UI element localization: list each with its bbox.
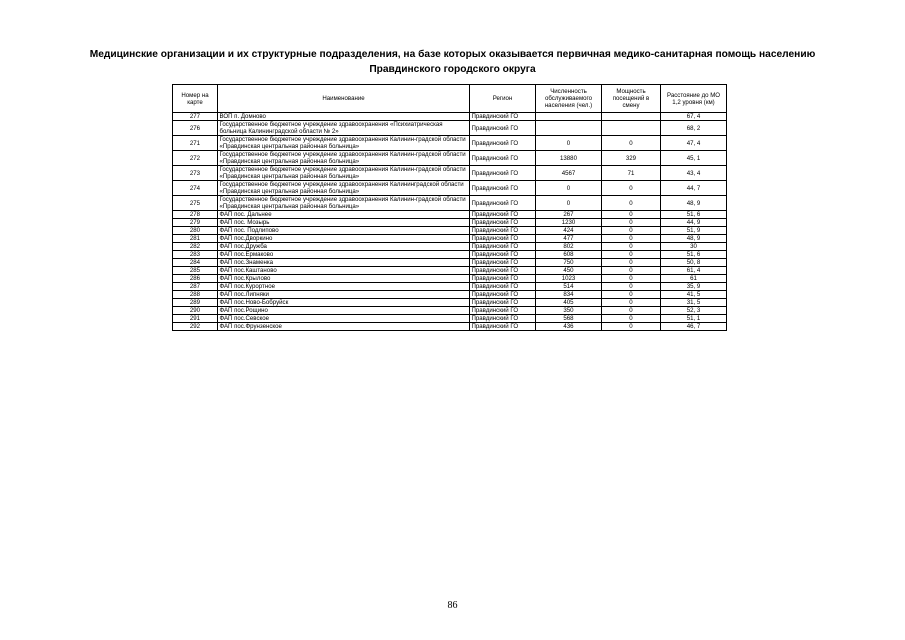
cell-map-number: 291 [173,315,218,323]
cell-distance: 48, 9 [661,196,727,211]
cell-region: Правдинский ГО [470,307,536,315]
cell-map-number: 287 [173,283,218,291]
table-body [173,113,727,331]
cell-name: Государственное бюджетное учреждение здравоохранения Калинин-градской области «Правдинская центральная районная больница» [218,151,470,166]
cell-capacity: 0 [602,243,661,251]
cell-map-number: 278 [173,211,218,219]
table-row [173,211,727,219]
cell-region: Правдинский ГО [470,267,536,275]
cell-map-number: 280 [173,227,218,235]
table-row [173,113,727,121]
table-row [173,283,727,291]
cell-distance: 44, 7 [661,181,727,196]
cell-name: ФАП пос.Севское [218,315,470,323]
organizations-table [172,84,727,331]
table-row [173,121,727,136]
cell-name: ФАП пос.Каштаново [218,267,470,275]
header-map-number: Номер на карте [173,85,218,113]
cell-region: Правдинский ГО [470,291,536,299]
cell-name: ФАП пос.Курортное [218,283,470,291]
cell-capacity: 0 [602,291,661,299]
title-line-2: Правдинского городского округа [369,64,536,75]
cell-capacity: 0 [602,235,661,243]
cell-name: ФАП пос.Липняки [218,291,470,299]
cell-distance: 50, 8 [661,259,727,267]
page-number: 86 [447,600,458,611]
header-distance: Расстояние до МО 1,2 уровня (км) [661,85,727,113]
cell-region: Правдинский ГО [470,315,536,323]
cell-name: ФАП пос. Мозырь [218,219,470,227]
cell-capacity: 0 [602,299,661,307]
cell-map-number: 274 [173,181,218,196]
cell-name: ФАП пос.Фрунзенское [218,323,470,331]
cell-region: Правдинский ГО [470,299,536,307]
table-row [173,181,727,196]
cell-capacity: 0 [602,196,661,211]
cell-distance: 61, 4 [661,267,727,275]
cell-name: ФАП пос.Рощино [218,307,470,315]
table-row [173,136,727,151]
cell-capacity [602,121,661,136]
cell-capacity: 0 [602,219,661,227]
cell-capacity: 0 [602,307,661,315]
cell-capacity: 0 [602,275,661,283]
cell-capacity: 329 [602,151,661,166]
cell-population: 608 [536,251,602,259]
cell-capacity: 0 [602,323,661,331]
cell-region: Правдинский ГО [470,243,536,251]
cell-population: 802 [536,243,602,251]
cell-name: ФАП пос.Дружба [218,243,470,251]
table-row [173,227,727,235]
cell-population: 424 [536,227,602,235]
cell-population: 1230 [536,219,602,227]
cell-region: Правдинский ГО [470,283,536,291]
cell-distance: 51, 9 [661,227,727,235]
cell-region: Правдинский ГО [470,121,536,136]
cell-population: 13880 [536,151,602,166]
cell-capacity: 0 [602,259,661,267]
cell-region: Правдинский ГО [470,323,536,331]
cell-map-number: 282 [173,243,218,251]
cell-distance: 61 [661,275,727,283]
cell-population: 568 [536,315,602,323]
table-row [173,235,727,243]
cell-region: Правдинский ГО [470,259,536,267]
cell-distance: 51, 6 [661,211,727,219]
cell-distance: 30 [661,243,727,251]
cell-capacity: 0 [602,315,661,323]
cell-region: Правдинский ГО [470,181,536,196]
cell-distance: 68, 2 [661,121,727,136]
cell-capacity: 0 [602,251,661,259]
cell-name: ФАП пос. Подлипово [218,227,470,235]
cell-population: 450 [536,267,602,275]
cell-map-number: 289 [173,299,218,307]
cell-population: 514 [536,283,602,291]
cell-population: 267 [536,211,602,219]
cell-distance: 48, 9 [661,235,727,243]
cell-distance: 44, 9 [661,219,727,227]
table-row [173,323,727,331]
header-name: Наименование [218,85,470,113]
table-row [173,151,727,166]
title-line-1: Медицинские организации и их структурные подразделения, на базе которых оказывается первичная медико-санитарная помощь населению [89,49,816,60]
cell-map-number: 275 [173,196,218,211]
cell-map-number: 284 [173,259,218,267]
cell-capacity: 0 [602,227,661,235]
cell-region: Правдинский ГО [470,113,536,121]
cell-distance: 46, 7 [661,323,727,331]
cell-region: Правдинский ГО [470,151,536,166]
cell-name: ФАП пос.Ермаково [218,251,470,259]
cell-distance: 35, 9 [661,283,727,291]
cell-map-number: 292 [173,323,218,331]
table-row [173,275,727,283]
cell-map-number: 290 [173,307,218,315]
cell-name: ВОП п. Домново [218,113,470,121]
cell-population: 834 [536,291,602,299]
cell-map-number: 288 [173,291,218,299]
cell-distance: 51, 1 [661,315,727,323]
cell-map-number: 277 [173,113,218,121]
cell-population [536,121,602,136]
cell-population: 0 [536,196,602,211]
table-row [173,251,727,259]
cell-map-number: 276 [173,121,218,136]
cell-region: Правдинский ГО [470,166,536,181]
cell-distance: 47, 4 [661,136,727,151]
cell-population: 405 [536,299,602,307]
header-population: Численность обслуживаемого населения (чел.) [536,85,602,113]
table-row [173,196,727,211]
cell-population: 4567 [536,166,602,181]
table-row [173,299,727,307]
cell-name: ФАП пос.Дворкино [218,235,470,243]
table-header-row [173,85,727,113]
header-capacity: Мощность посещений в смену [602,85,661,113]
cell-name: Государственное бюджетное учреждение здравоохранения «Психиатрическая больница Калининградской области № 2» [218,121,470,136]
cell-capacity: 0 [602,283,661,291]
cell-population: 750 [536,259,602,267]
cell-region: Правдинский ГО [470,275,536,283]
cell-capacity: 0 [602,267,661,275]
cell-name: Государственное бюджетное учреждение здравоохранения Калининградской области «Правдинская центральная районная больница» [218,181,470,196]
cell-population: 0 [536,136,602,151]
cell-capacity [602,113,661,121]
cell-name: ФАП пос.Крылово [218,275,470,283]
table-row [173,315,727,323]
cell-population [536,113,602,121]
cell-population: 350 [536,307,602,315]
cell-name: Государственное бюджетное учреждение здравоохранения Калинин-градской области «Правдинская центральная районная больница» [218,166,470,181]
cell-name: ФАП пос. Дальнее [218,211,470,219]
cell-region: Правдинский ГО [470,235,536,243]
table-row [173,219,727,227]
cell-map-number: 283 [173,251,218,259]
table-row [173,267,727,275]
cell-map-number: 286 [173,275,218,283]
cell-name: Государственное бюджетное учреждение здравоохранения Калинин-градской области «Правдинская центральная районная больница» [218,196,470,211]
cell-capacity: 0 [602,211,661,219]
cell-map-number: 279 [173,219,218,227]
cell-region: Правдинский ГО [470,136,536,151]
cell-population: 0 [536,181,602,196]
cell-distance: 31, 5 [661,299,727,307]
cell-map-number: 273 [173,166,218,181]
document-title [40,47,865,77]
table-row [173,243,727,251]
cell-population: 436 [536,323,602,331]
cell-distance: 67, 4 [661,113,727,121]
cell-population: 1023 [536,275,602,283]
cell-population: 477 [536,235,602,243]
table-row [173,259,727,267]
cell-distance: 43, 4 [661,166,727,181]
cell-region: Правдинский ГО [470,196,536,211]
cell-name: ФАП пос.Ново-Бобруйск [218,299,470,307]
cell-name: ФАП пос.Знаменка [218,259,470,267]
cell-distance: 41, 5 [661,291,727,299]
table-row [173,166,727,181]
cell-region: Правдинский ГО [470,227,536,235]
cell-region: Правдинский ГО [470,211,536,219]
cell-map-number: 281 [173,235,218,243]
table-row [173,307,727,315]
header-region: Регион [470,85,536,113]
cell-distance: 51, 6 [661,251,727,259]
cell-name: Государственное бюджетное учреждение здравоохранения Калинин-градской области «Правдинская центральная районная больница» [218,136,470,151]
cell-map-number: 272 [173,151,218,166]
cell-region: Правдинский ГО [470,251,536,259]
cell-distance: 52, 3 [661,307,727,315]
cell-capacity: 0 [602,181,661,196]
cell-distance: 45, 1 [661,151,727,166]
table-row [173,291,727,299]
cell-capacity: 71 [602,166,661,181]
cell-region: Правдинский ГО [470,219,536,227]
cell-map-number: 285 [173,267,218,275]
cell-map-number: 271 [173,136,218,151]
cell-capacity: 0 [602,136,661,151]
